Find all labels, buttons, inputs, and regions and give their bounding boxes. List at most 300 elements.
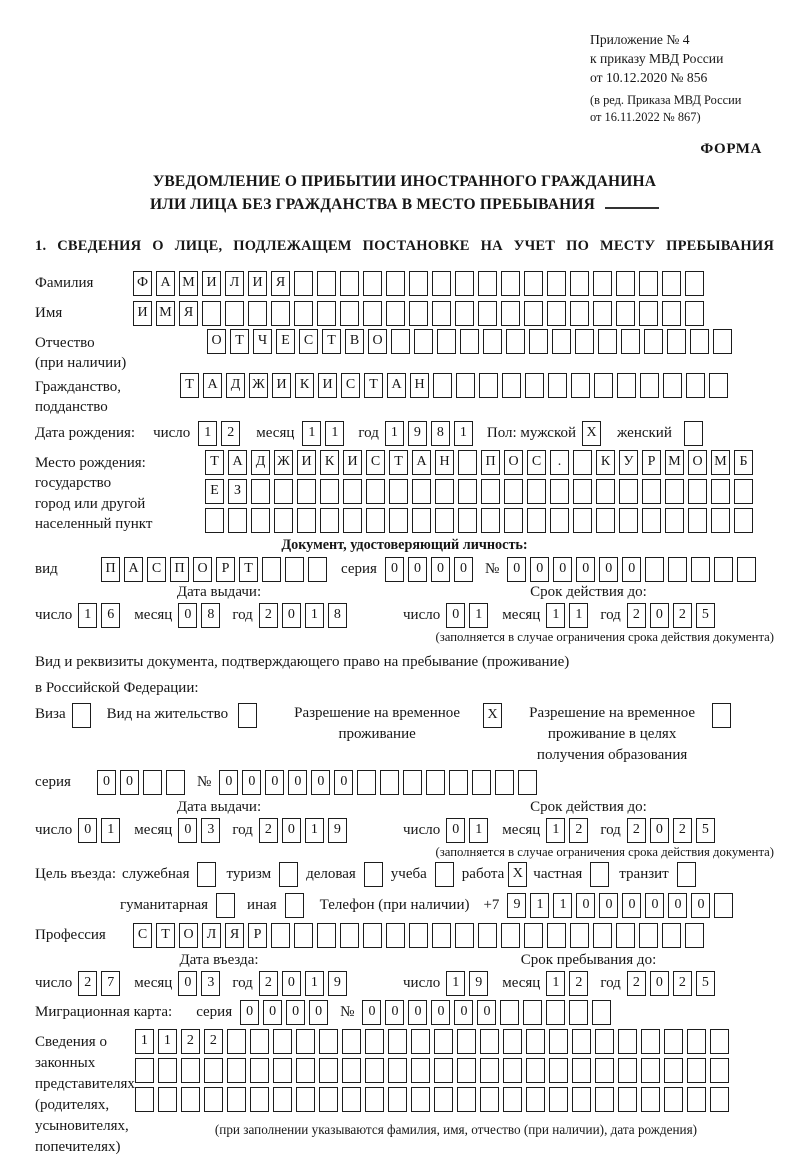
- char-cell[interactable]: [641, 1029, 660, 1054]
- char-cell[interactable]: 1: [305, 818, 324, 843]
- char-cell[interactable]: [526, 1058, 545, 1083]
- char-cell[interactable]: [618, 1029, 637, 1054]
- char-cell[interactable]: [320, 508, 339, 533]
- char-cell[interactable]: [688, 508, 707, 533]
- char-cell[interactable]: [663, 373, 682, 398]
- char-cell[interactable]: 0: [477, 1000, 496, 1025]
- char-cell[interactable]: 0: [120, 770, 139, 795]
- char-cell[interactable]: 1: [78, 603, 97, 628]
- char-cell[interactable]: Т: [230, 329, 249, 354]
- char-cell[interactable]: [569, 1000, 588, 1025]
- char-cell[interactable]: [686, 373, 705, 398]
- char-cell[interactable]: [457, 1058, 476, 1083]
- char-cell[interactable]: [319, 1058, 338, 1083]
- char-cell[interactable]: 2: [204, 1029, 223, 1054]
- char-cell[interactable]: [455, 301, 474, 326]
- char-cell[interactable]: Т: [156, 923, 175, 948]
- char-cell[interactable]: [644, 329, 663, 354]
- char-cell[interactable]: 8: [431, 421, 450, 446]
- char-cell[interactable]: [616, 271, 635, 296]
- char-cell[interactable]: И: [297, 450, 316, 475]
- char-cell[interactable]: [641, 1058, 660, 1083]
- char-cell[interactable]: [685, 301, 704, 326]
- purpose-study-checkbox[interactable]: [435, 862, 454, 887]
- char-cell[interactable]: А: [203, 373, 222, 398]
- char-cell[interactable]: [227, 1029, 246, 1054]
- char-cell[interactable]: 1: [385, 421, 404, 446]
- char-cell[interactable]: [205, 508, 224, 533]
- char-cell[interactable]: [595, 1087, 614, 1112]
- char-cell[interactable]: 0: [454, 1000, 473, 1025]
- char-cell[interactable]: [713, 329, 732, 354]
- char-cell[interactable]: [642, 508, 661, 533]
- char-cell[interactable]: [458, 508, 477, 533]
- char-cell[interactable]: 0: [78, 818, 97, 843]
- char-cell[interactable]: 0: [334, 770, 353, 795]
- char-cell[interactable]: [687, 1058, 706, 1083]
- char-cell[interactable]: [481, 508, 500, 533]
- char-cell[interactable]: 1: [530, 893, 549, 918]
- char-cell[interactable]: [319, 1087, 338, 1112]
- char-cell[interactable]: 0: [97, 770, 116, 795]
- char-cell[interactable]: М: [665, 450, 684, 475]
- char-cell[interactable]: 9: [328, 971, 347, 996]
- char-cell[interactable]: [297, 479, 316, 504]
- char-cell[interactable]: 1: [101, 818, 120, 843]
- char-cell[interactable]: [271, 301, 290, 326]
- char-cell[interactable]: 0: [408, 557, 427, 582]
- char-cell[interactable]: 0: [446, 603, 465, 628]
- char-cell[interactable]: [403, 770, 422, 795]
- char-cell[interactable]: [143, 770, 162, 795]
- char-cell[interactable]: [527, 508, 546, 533]
- char-cell[interactable]: У: [619, 450, 638, 475]
- char-cell[interactable]: [552, 329, 571, 354]
- char-cell[interactable]: 0: [265, 770, 284, 795]
- char-cell[interactable]: [595, 1029, 614, 1054]
- char-cell[interactable]: 9: [507, 893, 526, 918]
- char-cell[interactable]: [388, 1087, 407, 1112]
- char-cell[interactable]: 2: [569, 971, 588, 996]
- char-cell[interactable]: Р: [642, 450, 661, 475]
- char-cell[interactable]: [250, 1087, 269, 1112]
- char-cell[interactable]: [343, 479, 362, 504]
- char-cell[interactable]: [483, 329, 502, 354]
- char-cell[interactable]: [688, 479, 707, 504]
- char-cell[interactable]: [457, 1087, 476, 1112]
- char-cell[interactable]: 0: [691, 893, 710, 918]
- char-cell[interactable]: Р: [216, 557, 235, 582]
- char-cell[interactable]: [320, 479, 339, 504]
- purpose-official-checkbox[interactable]: [197, 862, 216, 887]
- char-cell[interactable]: [386, 271, 405, 296]
- char-cell[interactable]: [365, 1029, 384, 1054]
- char-cell[interactable]: Ж: [274, 450, 293, 475]
- char-cell[interactable]: [573, 479, 592, 504]
- char-cell[interactable]: А: [228, 450, 247, 475]
- char-cell[interactable]: [524, 271, 543, 296]
- char-cell[interactable]: [202, 301, 221, 326]
- purpose-other-checkbox[interactable]: [285, 893, 304, 918]
- char-cell[interactable]: [665, 479, 684, 504]
- char-cell[interactable]: [734, 479, 753, 504]
- char-cell[interactable]: [665, 508, 684, 533]
- char-cell[interactable]: [432, 271, 451, 296]
- char-cell[interactable]: [572, 1087, 591, 1112]
- char-cell[interactable]: А: [124, 557, 143, 582]
- char-cell[interactable]: 1: [446, 971, 465, 996]
- char-cell[interactable]: Т: [180, 373, 199, 398]
- char-cell[interactable]: [319, 1029, 338, 1054]
- char-cell[interactable]: 0: [650, 971, 669, 996]
- char-cell[interactable]: 0: [282, 603, 301, 628]
- char-cell[interactable]: [460, 329, 479, 354]
- char-cell[interactable]: [135, 1087, 154, 1112]
- char-cell[interactable]: 9: [328, 818, 347, 843]
- char-cell[interactable]: [434, 1087, 453, 1112]
- char-cell[interactable]: [503, 1029, 522, 1054]
- char-cell[interactable]: [389, 479, 408, 504]
- char-cell[interactable]: [250, 1058, 269, 1083]
- char-cell[interactable]: [357, 770, 376, 795]
- char-cell[interactable]: [524, 923, 543, 948]
- char-cell[interactable]: [248, 301, 267, 326]
- char-cell[interactable]: [434, 1058, 453, 1083]
- char-cell[interactable]: Е: [276, 329, 295, 354]
- char-cell[interactable]: [342, 1029, 361, 1054]
- char-cell[interactable]: [271, 923, 290, 948]
- char-cell[interactable]: [709, 373, 728, 398]
- char-cell[interactable]: [262, 557, 281, 582]
- char-cell[interactable]: [642, 479, 661, 504]
- char-cell[interactable]: [640, 373, 659, 398]
- char-cell[interactable]: [547, 271, 566, 296]
- char-cell[interactable]: [363, 301, 382, 326]
- char-cell[interactable]: 0: [446, 818, 465, 843]
- char-cell[interactable]: 0: [599, 557, 618, 582]
- char-cell[interactable]: П: [170, 557, 189, 582]
- char-cell[interactable]: [166, 770, 185, 795]
- char-cell[interactable]: [411, 1087, 430, 1112]
- purpose-business-checkbox[interactable]: [364, 862, 383, 887]
- char-cell[interactable]: А: [412, 450, 431, 475]
- char-cell[interactable]: 1: [305, 603, 324, 628]
- char-cell[interactable]: [575, 329, 594, 354]
- char-cell[interactable]: [662, 271, 681, 296]
- char-cell[interactable]: [503, 1087, 522, 1112]
- char-cell[interactable]: [273, 1029, 292, 1054]
- char-cell[interactable]: [388, 1058, 407, 1083]
- char-cell[interactable]: [412, 508, 431, 533]
- char-cell[interactable]: [714, 557, 733, 582]
- char-cell[interactable]: 1: [546, 603, 565, 628]
- char-cell[interactable]: 2: [259, 971, 278, 996]
- char-cell[interactable]: 3: [201, 971, 220, 996]
- char-cell[interactable]: [594, 373, 613, 398]
- char-cell[interactable]: 2: [221, 421, 240, 446]
- char-cell[interactable]: [274, 508, 293, 533]
- char-cell[interactable]: [501, 923, 520, 948]
- char-cell[interactable]: Л: [202, 923, 221, 948]
- char-cell[interactable]: [593, 923, 612, 948]
- char-cell[interactable]: [228, 508, 247, 533]
- char-cell[interactable]: [478, 271, 497, 296]
- char-cell[interactable]: [296, 1058, 315, 1083]
- char-cell[interactable]: [550, 479, 569, 504]
- char-cell[interactable]: [342, 1087, 361, 1112]
- gender-male-checkbox[interactable]: X: [582, 421, 601, 446]
- char-cell[interactable]: [639, 271, 658, 296]
- char-cell[interactable]: 2: [627, 603, 646, 628]
- char-cell[interactable]: Т: [364, 373, 383, 398]
- char-cell[interactable]: [391, 329, 410, 354]
- char-cell[interactable]: [158, 1087, 177, 1112]
- char-cell[interactable]: [550, 508, 569, 533]
- char-cell[interactable]: [204, 1058, 223, 1083]
- char-cell[interactable]: Н: [410, 373, 429, 398]
- char-cell[interactable]: [546, 1000, 565, 1025]
- char-cell[interactable]: [529, 329, 548, 354]
- char-cell[interactable]: [457, 1029, 476, 1054]
- char-cell[interactable]: Б: [734, 450, 753, 475]
- char-cell[interactable]: 2: [673, 818, 692, 843]
- char-cell[interactable]: [714, 893, 733, 918]
- char-cell[interactable]: [616, 301, 635, 326]
- char-cell[interactable]: [570, 301, 589, 326]
- char-cell[interactable]: 0: [286, 1000, 305, 1025]
- char-cell[interactable]: [478, 923, 497, 948]
- char-cell[interactable]: [455, 923, 474, 948]
- char-cell[interactable]: Т: [239, 557, 258, 582]
- char-cell[interactable]: [411, 1029, 430, 1054]
- char-cell[interactable]: И: [133, 301, 152, 326]
- char-cell[interactable]: И: [318, 373, 337, 398]
- char-cell[interactable]: 2: [569, 818, 588, 843]
- char-cell[interactable]: 5: [696, 971, 715, 996]
- char-cell[interactable]: 0: [288, 770, 307, 795]
- char-cell[interactable]: [501, 301, 520, 326]
- purpose-tourism-checkbox[interactable]: [279, 862, 298, 887]
- char-cell[interactable]: М: [179, 271, 198, 296]
- char-cell[interactable]: 0: [240, 1000, 259, 1025]
- char-cell[interactable]: [296, 1087, 315, 1112]
- char-cell[interactable]: [274, 479, 293, 504]
- char-cell[interactable]: [409, 271, 428, 296]
- char-cell[interactable]: [737, 557, 756, 582]
- char-cell[interactable]: [472, 770, 491, 795]
- char-cell[interactable]: 1: [454, 421, 473, 446]
- char-cell[interactable]: [621, 329, 640, 354]
- char-cell[interactable]: [570, 271, 589, 296]
- char-cell[interactable]: [572, 1029, 591, 1054]
- char-cell[interactable]: [273, 1058, 292, 1083]
- char-cell[interactable]: [135, 1058, 154, 1083]
- char-cell[interactable]: [181, 1087, 200, 1112]
- char-cell[interactable]: [662, 923, 681, 948]
- char-cell[interactable]: С: [527, 450, 546, 475]
- char-cell[interactable]: Ж: [249, 373, 268, 398]
- char-cell[interactable]: 0: [431, 557, 450, 582]
- char-cell[interactable]: [523, 1000, 542, 1025]
- char-cell[interactable]: [250, 1029, 269, 1054]
- char-cell[interactable]: 0: [219, 770, 238, 795]
- char-cell[interactable]: 0: [622, 557, 641, 582]
- char-cell[interactable]: С: [341, 373, 360, 398]
- char-cell[interactable]: [616, 923, 635, 948]
- char-cell[interactable]: [506, 329, 525, 354]
- char-cell[interactable]: [366, 508, 385, 533]
- char-cell[interactable]: [710, 1029, 729, 1054]
- char-cell[interactable]: [593, 301, 612, 326]
- char-cell[interactable]: [386, 301, 405, 326]
- char-cell[interactable]: [690, 329, 709, 354]
- char-cell[interactable]: [317, 923, 336, 948]
- char-cell[interactable]: [504, 508, 523, 533]
- char-cell[interactable]: [204, 1087, 223, 1112]
- char-cell[interactable]: 1: [302, 421, 321, 446]
- char-cell[interactable]: О: [368, 329, 387, 354]
- char-cell[interactable]: 1: [469, 818, 488, 843]
- char-cell[interactable]: И: [343, 450, 362, 475]
- char-cell[interactable]: Ч: [253, 329, 272, 354]
- char-cell[interactable]: [495, 770, 514, 795]
- temp-residence-education-checkbox[interactable]: [712, 703, 731, 728]
- char-cell[interactable]: .: [550, 450, 569, 475]
- char-cell[interactable]: [409, 923, 428, 948]
- char-cell[interactable]: [596, 479, 615, 504]
- residence-permit-checkbox[interactable]: [238, 703, 257, 728]
- purpose-work-checkbox[interactable]: X: [508, 862, 527, 887]
- char-cell[interactable]: Т: [322, 329, 341, 354]
- char-cell[interactable]: 0: [650, 603, 669, 628]
- char-cell[interactable]: [386, 923, 405, 948]
- char-cell[interactable]: 2: [627, 818, 646, 843]
- char-cell[interactable]: 0: [622, 893, 641, 918]
- purpose-transit-checkbox[interactable]: [677, 862, 696, 887]
- char-cell[interactable]: [525, 373, 544, 398]
- char-cell[interactable]: 1: [546, 818, 565, 843]
- char-cell[interactable]: Я: [271, 271, 290, 296]
- char-cell[interactable]: [158, 1058, 177, 1083]
- char-cell[interactable]: 2: [259, 818, 278, 843]
- char-cell[interactable]: [225, 301, 244, 326]
- char-cell[interactable]: [433, 373, 452, 398]
- char-cell[interactable]: 9: [469, 971, 488, 996]
- visa-checkbox[interactable]: [72, 703, 91, 728]
- char-cell[interactable]: [388, 1029, 407, 1054]
- char-cell[interactable]: П: [101, 557, 120, 582]
- char-cell[interactable]: [366, 479, 385, 504]
- char-cell[interactable]: [412, 479, 431, 504]
- char-cell[interactable]: [524, 301, 543, 326]
- char-cell[interactable]: [181, 1058, 200, 1083]
- char-cell[interactable]: [435, 508, 454, 533]
- char-cell[interactable]: 0: [311, 770, 330, 795]
- char-cell[interactable]: [639, 301, 658, 326]
- char-cell[interactable]: 1: [469, 603, 488, 628]
- char-cell[interactable]: [526, 1087, 545, 1112]
- char-cell[interactable]: 0: [530, 557, 549, 582]
- char-cell[interactable]: [297, 508, 316, 533]
- char-cell[interactable]: [308, 557, 327, 582]
- char-cell[interactable]: [251, 508, 270, 533]
- char-cell[interactable]: 0: [645, 893, 664, 918]
- char-cell[interactable]: [668, 557, 687, 582]
- char-cell[interactable]: [365, 1058, 384, 1083]
- char-cell[interactable]: [434, 1029, 453, 1054]
- char-cell[interactable]: [294, 923, 313, 948]
- char-cell[interactable]: [711, 508, 730, 533]
- char-cell[interactable]: 0: [178, 603, 197, 628]
- char-cell[interactable]: 1: [325, 421, 344, 446]
- char-cell[interactable]: [710, 1087, 729, 1112]
- char-cell[interactable]: П: [481, 450, 500, 475]
- char-cell[interactable]: С: [366, 450, 385, 475]
- char-cell[interactable]: [547, 301, 566, 326]
- char-cell[interactable]: И: [272, 373, 291, 398]
- char-cell[interactable]: 0: [576, 893, 595, 918]
- char-cell[interactable]: 0: [408, 1000, 427, 1025]
- char-cell[interactable]: [571, 373, 590, 398]
- char-cell[interactable]: 5: [696, 818, 715, 843]
- char-cell[interactable]: С: [133, 923, 152, 948]
- char-cell[interactable]: [294, 271, 313, 296]
- char-cell[interactable]: [618, 1087, 637, 1112]
- char-cell[interactable]: [481, 479, 500, 504]
- char-cell[interactable]: И: [202, 271, 221, 296]
- char-cell[interactable]: [479, 373, 498, 398]
- char-cell[interactable]: С: [147, 557, 166, 582]
- char-cell[interactable]: [687, 1087, 706, 1112]
- char-cell[interactable]: З: [228, 479, 247, 504]
- char-cell[interactable]: 1: [135, 1029, 154, 1054]
- char-cell[interactable]: [639, 923, 658, 948]
- char-cell[interactable]: [595, 1058, 614, 1083]
- char-cell[interactable]: 0: [178, 971, 197, 996]
- char-cell[interactable]: [619, 479, 638, 504]
- char-cell[interactable]: 0: [576, 557, 595, 582]
- char-cell[interactable]: [363, 271, 382, 296]
- temp-residence-checkbox[interactable]: X: [483, 703, 502, 728]
- char-cell[interactable]: [411, 1058, 430, 1083]
- char-cell[interactable]: 0: [242, 770, 261, 795]
- char-cell[interactable]: 8: [201, 603, 220, 628]
- char-cell[interactable]: К: [320, 450, 339, 475]
- char-cell[interactable]: 1: [569, 603, 588, 628]
- char-cell[interactable]: [480, 1058, 499, 1083]
- char-cell[interactable]: [455, 271, 474, 296]
- char-cell[interactable]: [340, 301, 359, 326]
- char-cell[interactable]: И: [248, 271, 267, 296]
- char-cell[interactable]: 6: [101, 603, 120, 628]
- char-cell[interactable]: О: [179, 923, 198, 948]
- char-cell[interactable]: 0: [553, 557, 572, 582]
- char-cell[interactable]: [317, 301, 336, 326]
- char-cell[interactable]: М: [156, 301, 175, 326]
- char-cell[interactable]: [549, 1029, 568, 1054]
- char-cell[interactable]: [618, 1058, 637, 1083]
- char-cell[interactable]: [573, 508, 592, 533]
- char-cell[interactable]: [227, 1087, 246, 1112]
- char-cell[interactable]: 0: [599, 893, 618, 918]
- char-cell[interactable]: [456, 373, 475, 398]
- char-cell[interactable]: [664, 1058, 683, 1083]
- char-cell[interactable]: [687, 1029, 706, 1054]
- char-cell[interactable]: 1: [198, 421, 217, 446]
- char-cell[interactable]: О: [193, 557, 212, 582]
- char-cell[interactable]: [664, 1029, 683, 1054]
- char-cell[interactable]: Е: [205, 479, 224, 504]
